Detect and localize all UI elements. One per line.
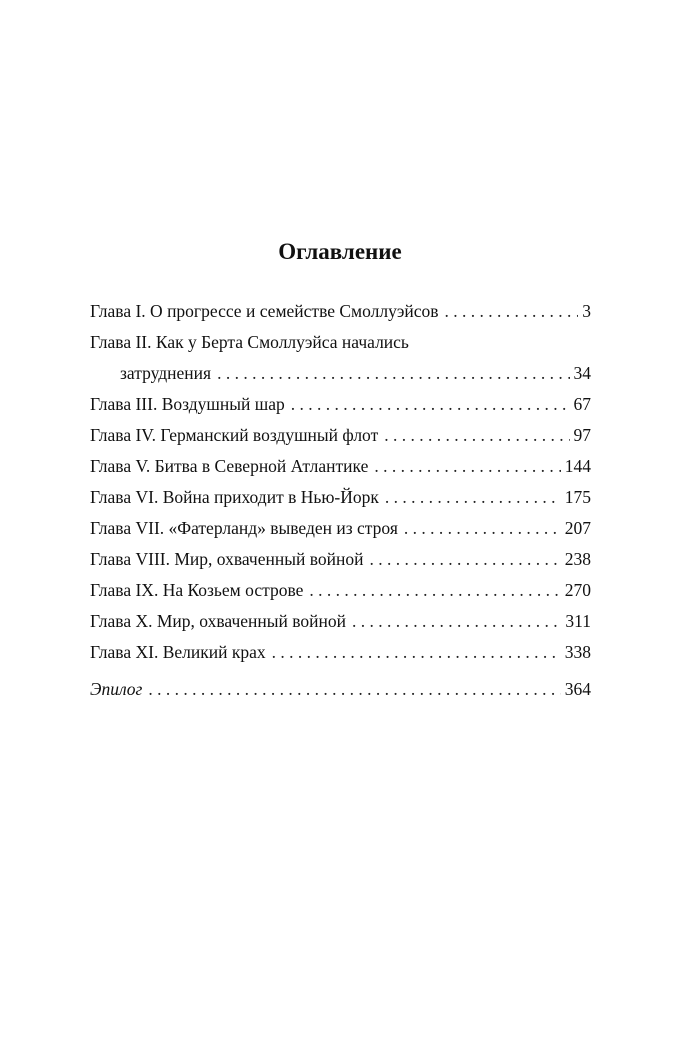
toc-entry-page: 175 bbox=[564, 487, 591, 507]
dot-leader bbox=[148, 674, 560, 705]
toc-entry-chapter-7 bbox=[90, 513, 591, 544]
dot-leader bbox=[404, 513, 561, 544]
toc-entry-label: Глава VIII. Мир, охваченный войной bbox=[90, 549, 364, 569]
dot-leader bbox=[445, 296, 579, 327]
toc-entry-page: 144 bbox=[564, 456, 591, 476]
toc-entry-label: Глава III. Воздушный шар bbox=[90, 394, 285, 414]
toc-entry-epilogue bbox=[90, 674, 591, 705]
toc-entry-page: 364 bbox=[564, 679, 591, 699]
toc-entry-chapter-4 bbox=[90, 420, 591, 451]
toc-entry-label: Глава II. Как у Берта Смоллуэйса начались bbox=[90, 332, 409, 352]
toc-entry-chapter-2 bbox=[90, 327, 591, 389]
dot-leader bbox=[217, 358, 569, 389]
dot-leader bbox=[352, 606, 561, 637]
toc-entry-label: Глава VII. «Фатерланд» выведен из строя bbox=[90, 518, 398, 538]
toc-entry-label: Глава XI. Великий крах bbox=[90, 642, 266, 662]
dot-leader bbox=[374, 451, 560, 482]
toc-entry-chapter-10 bbox=[90, 606, 591, 637]
toc-entry-chapter-8 bbox=[90, 544, 591, 575]
toc-entry-chapter-5 bbox=[90, 451, 591, 482]
toc-entry-page: 238 bbox=[564, 549, 591, 569]
toc-entry-chapter-9 bbox=[90, 575, 591, 606]
table-of-contents bbox=[90, 296, 591, 705]
toc-entry-label-continued: затруднения bbox=[120, 363, 212, 383]
toc-entry-label: Эпилог bbox=[90, 679, 143, 699]
toc-entry-chapter-1 bbox=[90, 296, 591, 327]
toc-entry-label: Глава VI. Война приходит в Нью-Йорк bbox=[90, 487, 379, 507]
toc-entry-chapter-3 bbox=[90, 389, 591, 420]
toc-entry-page: 207 bbox=[564, 518, 591, 538]
dot-leader bbox=[369, 544, 560, 575]
dot-leader bbox=[384, 420, 569, 451]
toc-entry-chapter-11 bbox=[90, 637, 591, 668]
toc-entry-page: 67 bbox=[573, 394, 591, 414]
toc-entry-page: 270 bbox=[564, 580, 591, 600]
toc-heading: Оглавление bbox=[278, 239, 402, 264]
dot-leader bbox=[385, 482, 561, 513]
toc-entry-page: 338 bbox=[564, 642, 591, 662]
toc-entry-label: Глава IV. Германский воздушный флот bbox=[90, 425, 379, 445]
toc-entry-page: 311 bbox=[565, 611, 591, 631]
toc-entry-label: Глава X. Мир, охваченный войной bbox=[90, 611, 346, 631]
toc-entry-label: Глава V. Битва в Северной Атлантике bbox=[90, 456, 369, 476]
toc-entry-chapter-6 bbox=[90, 482, 591, 513]
dot-leader bbox=[309, 575, 560, 606]
toc-entry-page: 3 bbox=[582, 301, 591, 321]
toc-entry-page: 97 bbox=[573, 425, 591, 445]
toc-entry-label: Глава IX. На Козьем острове bbox=[90, 580, 304, 600]
toc-entry-page: 34 bbox=[573, 363, 591, 383]
dot-leader bbox=[291, 389, 570, 420]
dot-leader bbox=[272, 637, 561, 668]
toc-entry-label: Глава I. О прогрессе и семействе Смоллуэйсов bbox=[90, 301, 439, 321]
